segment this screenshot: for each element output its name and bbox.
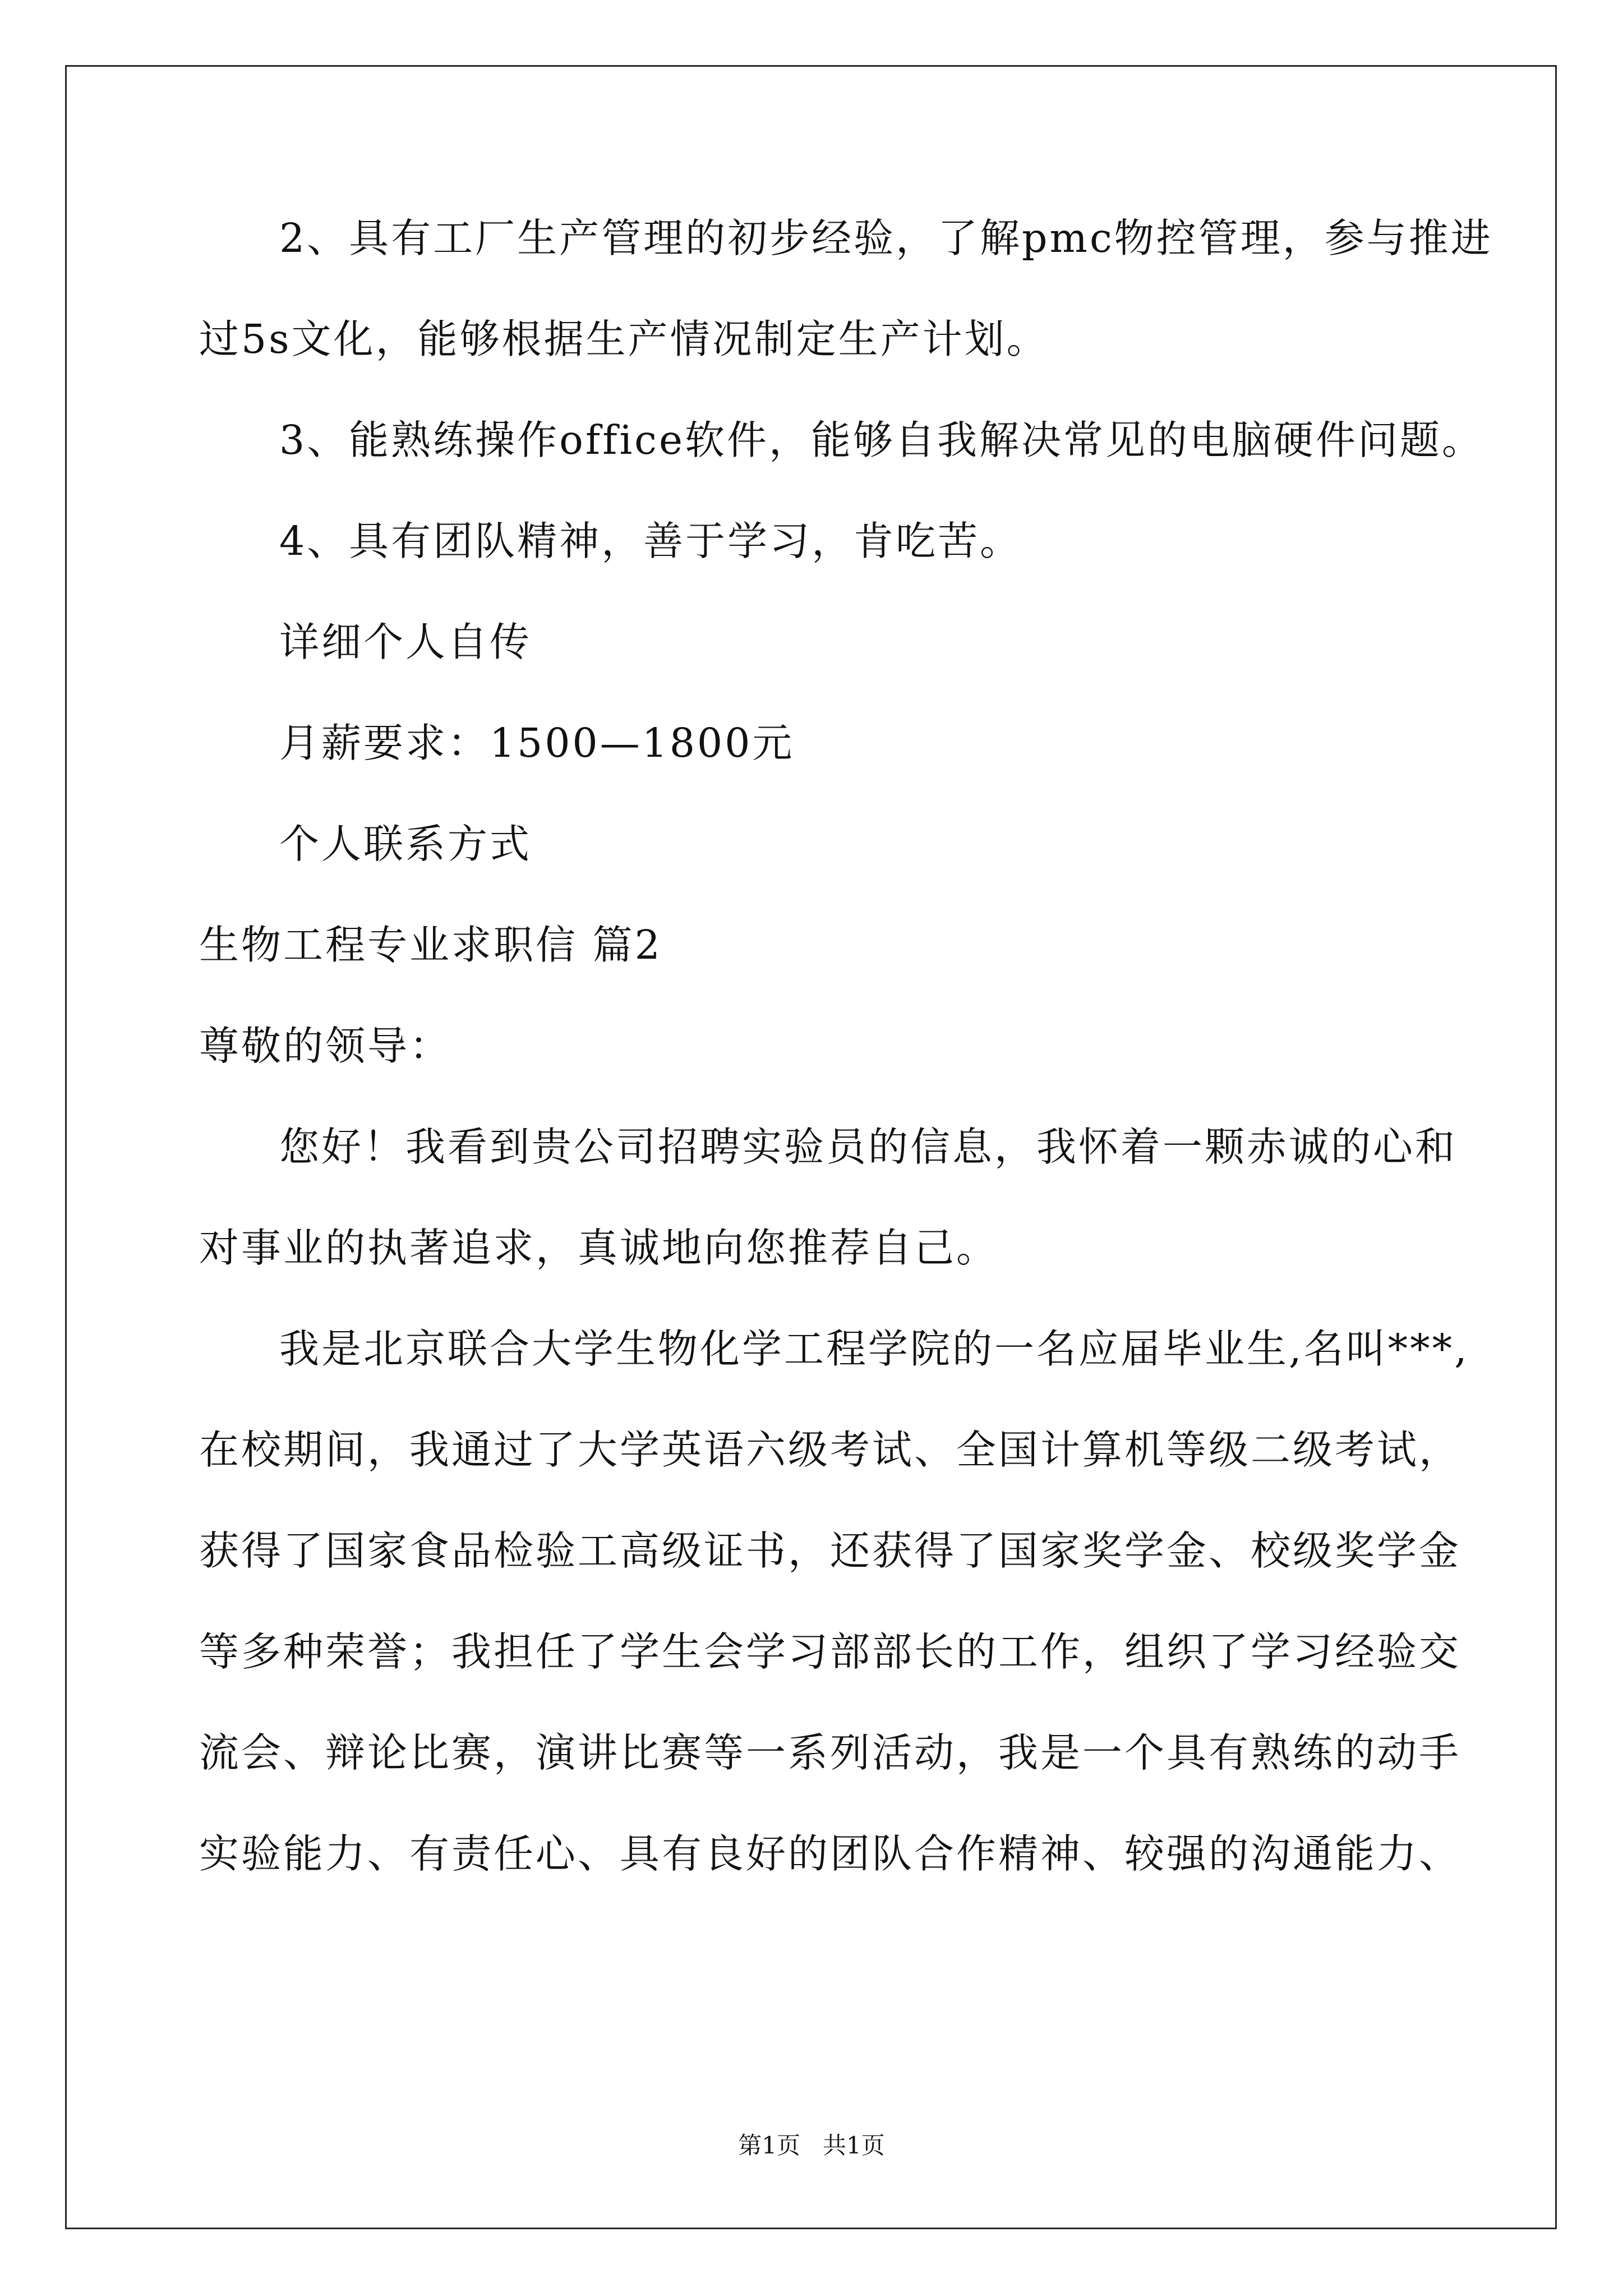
text-line-1: 2、具有工厂生产管理的初步经验，了解pmc物控管理，参与推进 [279,215,1493,261]
text-line-10: 您好！我看到贵公司招聘实验员的信息，我怀着一颗赤诚的心和 [279,1124,1458,1170]
text-line-6: 月薪要求：1500—1800元 [279,720,795,766]
text-line-4: 4、具有团队精神，善于学习，肯吃苦。 [279,518,1022,564]
text-line-12: 我是北京联合大学生物化学工程学院的一名应届毕业生,名叫***, [279,1326,1469,1372]
text-line-11: 对事业的执著追求，真诚地向您推荐自己。 [199,1225,999,1271]
section-heading: 生物工程专业求职信 篇2 [199,922,662,968]
text-line-5: 详细个人自传 [279,619,532,665]
text-line-15: 等多种荣誉；我担任了学生会学习部部长的工作，组织了学习经验交 [199,1628,1461,1675]
text-line-2: 过5s文化，能够根据生产情况制定生产计划。 [199,316,1049,362]
text-line-13: 在校期间，我通过了大学英语六级考试、全国计算机等级二级考试， [199,1427,1461,1473]
salutation: 尊敬的领导： [199,1023,452,1069]
text-line-16: 流会、辩论比赛，演讲比赛等一系列活动，我是一个具有熟练的动手 [199,1729,1461,1776]
page-number-footer: 第1页 共1页 [738,2132,885,2159]
text-line-17: 实验能力、有责任心、具有良好的团队合作精神、较强的沟通能力、 [199,1830,1461,1877]
text-line-14: 获得了国家食品检验工高级证书，还获得了国家奖学金、校级奖学金 [199,1527,1461,1574]
text-line-3: 3、能熟练操作office软件，能够自我解决常见的电脑硬件问题。 [279,417,1484,463]
text-line-7: 个人联系方式 [279,821,532,867]
